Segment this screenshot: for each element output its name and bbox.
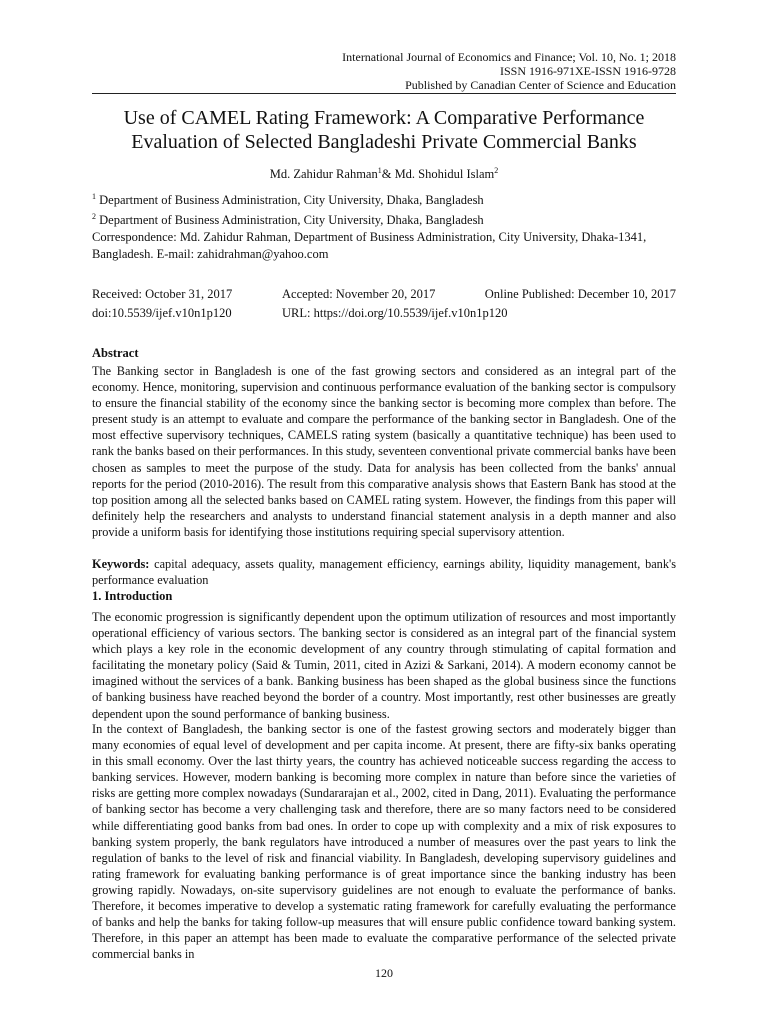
issn: ISSN 1916-971XE-ISSN 1916-9728 <box>499 64 676 78</box>
page-number: 120 <box>375 966 393 980</box>
received-date: Received: October 31, 2017 <box>92 287 233 301</box>
affiliation-1 <box>92 188 676 209</box>
affiliation-1-num: 1 <box>92 192 96 201</box>
introduction-heading: 1. Introduction <box>92 589 173 603</box>
author-1-sup: 1 <box>377 166 382 175</box>
intro-paragraph-1: The economic progression is significantly dependent upon the optimum utilization of resources and most importantly operational efficiency of various sectors. The banking sector is considered as an integral part of the financial system which plays a key role in the economic development of any country through stimulating of capital formation and facilitating the monetary policy (Said & Tumin, 2011, cited in Azizi & Sarkani, 2014). A modern economy cannot be imagined without the services of a bank. Banking business has been shaped as the global business since the functions of banking business have reached beyond the border of a country. Most importantly, rest other businesses are greatly dependent upon the sound performance of banking business. <box>92 610 676 721</box>
affiliation-2 <box>92 208 676 229</box>
url-link[interactable]: URL: https://doi.org/10.5539/ijef.v10n1p120 <box>282 306 508 320</box>
paper-title <box>92 106 676 154</box>
title-line-1: Use of CAMEL Rating Framework: A Comparative Performance <box>123 107 645 129</box>
accepted-date: Accepted: November 20, 2017 <box>282 287 436 301</box>
affiliation-1-text: Department of Business Administration, City University, Dhaka, Bangladesh <box>96 193 484 208</box>
dates-row-2 <box>92 305 676 322</box>
author-2: & Md. Shohidul Islam <box>381 167 495 182</box>
affiliation-2-text: Department of Business Administration, City University, Dhaka, Bangladesh <box>96 213 484 228</box>
published-date: Online Published: December 10, 2017 <box>484 287 676 301</box>
author-1: Md. Zahidur Rahman <box>269 167 378 182</box>
author-2-sup: 2 <box>494 166 499 175</box>
journal-info: International Journal of Economics and Finance; Vol. 10, No. 1; 2018 <box>342 50 676 64</box>
intro-paragraph-2: In the context of Bangladesh, the banking sector is one of the fastest growing sectors and moderately bigger than many economies of equal level of development and per capita income. At present, there are fifty-six banks operating in this small economy. Over the last thirty years, the country has achieved noticeable success regarding the access to banking services. However, modern banking is becoming more complex in nature than before since the varieties of risks are getting more complex nowadays (Sundararajan et al., 2002, cited in Dang, 2011). Evaluating the performance of banking sector has become a very challenging task and therefore, there are so many factors need to be considered while differentiating good banks from bad ones. In order to cope up with complexity and a mix of risk exposures to banking system properly, the bank regulators have introduced a number of measures over the past years to link the regulation of banks to the level of risk and financial viability. In Bangladesh, developing supervisory guidelines and rating framework for evaluating banking performance is of great importance since the banking industry has been growing rapidly. Nowadays, on-site supervisory guidelines are not enough to evaluate the performance of banks. Therefore, it becomes imperative to develop a systematic rating framework for carefully evaluating the performance of banks and help the banks for taking follow-up measures that will ensure public confidence toward banking system. Therefore, in this paper an attempt has been made to evaluate the comparative performance of the selected private commercial banks in <box>92 722 676 962</box>
affiliation-2-num: 2 <box>92 212 96 221</box>
keywords <box>92 556 676 588</box>
keywords-label: Keywords: <box>92 557 150 571</box>
dates-row-1 <box>92 286 676 303</box>
abstract-text: The Banking sector in Bangladesh is one of the fast growing sectors and considered as an integral part of the economy. Hence, monitoring, supervision and continuous performance evaluation of the banking sector is compulsory to ensure the financial stability of the economy since the banking sector is becoming more complex than before. The present study is an attempt to evaluate and compare the performance of the banking sector in Bangladesh. One of the most effective supervisory techniques, CAMELS rating system (basically a quantitative technique) has been used to rank the banks based on their performances. In this study, seventeen conventional private commercial banks have been chosen as samples to meet the purpose of the study. Data for analysis has been collected from the banks' annual reports for the period (2010-2016). The result from this comparative analysis shows that Eastern Bank has stood at the top position among all the selected banks based on CAMEL rating system. However, the findings from this paper will definitely help the researchers and analysts to understand financial statement analysis in a depth manner and also provide a uniform basis for identifying those institutions requiring special supervisory attention. <box>92 364 676 539</box>
header-rule <box>92 93 676 94</box>
keywords-text: capital adequacy, assets quality, management efficiency, earnings ability, liquidity management, bank's performance evaluation <box>92 557 676 587</box>
journal-header <box>342 50 676 92</box>
doi: doi:10.5539/ijef.v10n1p120 <box>92 306 232 320</box>
abstract-heading: Abstract <box>92 346 139 360</box>
publisher: Published by Canadian Center of Science and Education <box>405 78 676 92</box>
correspondence: Correspondence: Md. Zahidur Rahman, Department of Business Administration, City University, Dhaka-1341, Bangladesh. E-mail: zahidrahman@yahoo.com <box>92 230 647 261</box>
title-line-2: Evaluation of Selected Bangladeshi Private Commercial Banks <box>131 131 637 153</box>
author-list <box>92 166 676 182</box>
